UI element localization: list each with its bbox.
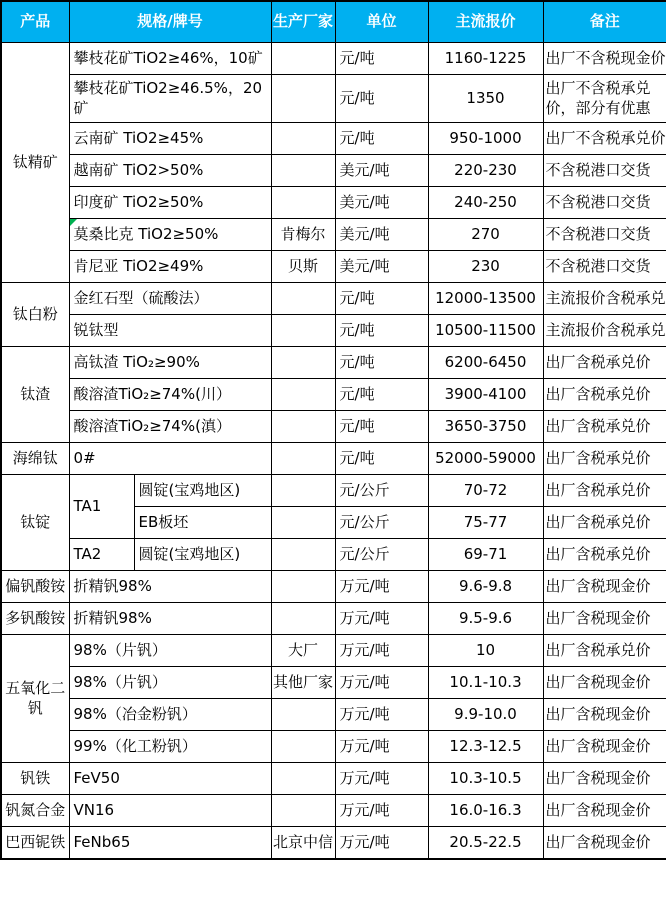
- table-row: [1, 571, 666, 603]
- spec-cell: [69, 219, 271, 251]
- maker-cell: [271, 315, 335, 347]
- unit-cell: 元/公斤: [335, 475, 428, 507]
- table-row: [1, 827, 666, 859]
- header-spec: 规格/牌号: [69, 1, 271, 43]
- spec-cell: 圆锭(宝鸡地区): [134, 539, 271, 571]
- note-cell: 出厂含税承兑价: [543, 635, 666, 667]
- note-cell: 出厂含税承兑价: [543, 411, 666, 443]
- spec-cell: 肯尼亚 TiO2≥49%: [69, 251, 271, 283]
- note-cell: 不含税港口交货: [543, 187, 666, 219]
- unit-cell: 元/吨: [335, 315, 428, 347]
- maker-cell: [271, 699, 335, 731]
- unit-cell: 万元/吨: [335, 667, 428, 699]
- maker-cell: [271, 507, 335, 539]
- maker-cell: [271, 539, 335, 571]
- unit-cell: 元/吨: [335, 43, 428, 75]
- spec-cell: 高钛渣 TiO₂≥90%: [69, 347, 271, 379]
- table-row: [1, 251, 666, 283]
- grade-cell: TA2: [69, 539, 134, 571]
- spec-cell: 印度矿 TiO2≥50%: [69, 187, 271, 219]
- price-cell: 950-1000: [428, 123, 543, 155]
- maker-cell: [271, 443, 335, 475]
- unit-cell: 元/吨: [335, 123, 428, 155]
- table-row: [1, 603, 666, 635]
- note-cell: 出厂不含税承兑价: [543, 123, 666, 155]
- spec-cell: 越南矿 TiO2>50%: [69, 155, 271, 187]
- table-row: [1, 379, 666, 411]
- note-cell: 出厂不含税现金价: [543, 43, 666, 75]
- spec-cell: 攀枝花矿TiO2≥46%，10矿: [69, 43, 271, 75]
- unit-cell: 万元/吨: [335, 699, 428, 731]
- unit-cell: 元/吨: [335, 443, 428, 475]
- note-cell: 出厂含税承兑价: [543, 347, 666, 379]
- maker-cell: 其他厂家: [271, 667, 335, 699]
- maker-cell: [271, 283, 335, 315]
- table-row: [1, 43, 666, 75]
- price-cell: 20.5-22.5: [428, 827, 543, 859]
- note-cell: 不含税港口交货: [543, 155, 666, 187]
- price-cell: 70-72: [428, 475, 543, 507]
- header-maker: 生产厂家: [271, 1, 335, 43]
- price-cell: 10: [428, 635, 543, 667]
- table-row: [1, 443, 666, 475]
- price-cell: 10.3-10.5: [428, 763, 543, 795]
- table-row: [1, 123, 666, 155]
- price-cell: 12.3-12.5: [428, 731, 543, 763]
- note-cell: 不含税港口交货: [543, 251, 666, 283]
- note-cell: 出厂含税现金价: [543, 763, 666, 795]
- note-cell: 主流报价含税承兑: [543, 315, 666, 347]
- header-price: 主流报价: [428, 1, 543, 43]
- unit-cell: 元/吨: [335, 411, 428, 443]
- maker-cell: [271, 43, 335, 75]
- table-row: [1, 155, 666, 187]
- spec-cell: 圆锭(宝鸡地区): [134, 475, 271, 507]
- maker-cell: [271, 123, 335, 155]
- note-cell: 出厂含税承兑价: [543, 443, 666, 475]
- spec-cell: 98%（片钒）: [69, 635, 271, 667]
- maker-cell: [271, 603, 335, 635]
- spec-cell: 酸溶渣TiO₂≥74%(川）: [69, 379, 271, 411]
- product-cell: 钒氮合金: [1, 795, 69, 827]
- maker-cell: 大厂: [271, 635, 335, 667]
- unit-cell: 美元/吨: [335, 155, 428, 187]
- table-row: [1, 347, 666, 379]
- table-row: [1, 75, 666, 123]
- spec-cell: EB板坯: [134, 507, 271, 539]
- maker-cell: 贝斯: [271, 251, 335, 283]
- spec-cell: 99%（化工粉钒）: [69, 731, 271, 763]
- maker-cell: [271, 475, 335, 507]
- unit-cell: 万元/吨: [335, 571, 428, 603]
- product-cell: 钛精矿: [1, 43, 69, 283]
- spec-cell: 攀枝花矿TiO2≥46.5%，20矿: [69, 75, 271, 123]
- price-cell: 9.6-9.8: [428, 571, 543, 603]
- maker-cell: [271, 411, 335, 443]
- unit-cell: 元/公斤: [335, 507, 428, 539]
- note-cell: 出厂含税承兑价: [543, 507, 666, 539]
- table-row: [1, 219, 666, 251]
- table-row: [1, 635, 666, 667]
- price-cell: 6200-6450: [428, 347, 543, 379]
- table-row: [1, 315, 666, 347]
- grade-cell: TA1: [69, 475, 134, 539]
- price-cell: 69-71: [428, 539, 543, 571]
- spec-cell: FeNb65: [69, 827, 271, 859]
- table-row: [1, 763, 666, 795]
- price-cell: 10.1-10.3: [428, 667, 543, 699]
- maker-cell: 北京中信: [271, 827, 335, 859]
- spec-cell: FeV50: [69, 763, 271, 795]
- header-note: 备注: [543, 1, 666, 43]
- note-cell: 出厂含税现金价: [543, 571, 666, 603]
- note-cell: 出厂不含税承兑价，部分有优惠: [543, 75, 666, 123]
- spec-cell: VN16: [69, 795, 271, 827]
- maker-cell: [271, 379, 335, 411]
- note-cell: 主流报价含税承兑: [543, 283, 666, 315]
- price-cell: 52000-59000: [428, 443, 543, 475]
- price-cell: 3900-4100: [428, 379, 543, 411]
- table-row: [1, 539, 666, 571]
- price-cell: 1350: [428, 75, 543, 123]
- product-cell: 钛锭: [1, 475, 69, 571]
- unit-cell: 元/吨: [335, 75, 428, 123]
- unit-cell: 美元/吨: [335, 219, 428, 251]
- note-cell: 出厂含税现金价: [543, 699, 666, 731]
- note-cell: 出厂含税现金价: [543, 827, 666, 859]
- table-row: [1, 283, 666, 315]
- product-cell: 五氧化二钒: [1, 635, 69, 763]
- unit-cell: 万元/吨: [335, 603, 428, 635]
- unit-cell: 万元/吨: [335, 731, 428, 763]
- product-cell: 海绵钛: [1, 443, 69, 475]
- product-cell: 钒铁: [1, 763, 69, 795]
- table-row: [1, 667, 666, 699]
- spec-cell: 折精钒98%: [69, 571, 271, 603]
- note-cell: 出厂含税现金价: [543, 603, 666, 635]
- spec-cell: 金红石型（硫酸法）: [69, 283, 271, 315]
- product-cell: 偏钒酸铵: [1, 571, 69, 603]
- unit-cell: 万元/吨: [335, 635, 428, 667]
- price-cell: 9.5-9.6: [428, 603, 543, 635]
- unit-cell: 元/吨: [335, 347, 428, 379]
- table-row: [1, 731, 666, 763]
- price-cell: 16.0-16.3: [428, 795, 543, 827]
- unit-cell: 元/公斤: [335, 539, 428, 571]
- spec-cell: 0#: [69, 443, 271, 475]
- maker-cell: [271, 187, 335, 219]
- price-cell: 10500-11500: [428, 315, 543, 347]
- price-cell: 220-230: [428, 155, 543, 187]
- maker-cell: [271, 347, 335, 379]
- maker-cell: 肯梅尔: [271, 219, 335, 251]
- header-row: [1, 1, 666, 43]
- maker-cell: [271, 571, 335, 603]
- product-cell: 钛渣: [1, 347, 69, 443]
- product-cell: 钛白粉: [1, 283, 69, 347]
- note-cell: 出厂含税现金价: [543, 667, 666, 699]
- note-cell: 出厂含税承兑价: [543, 475, 666, 507]
- unit-cell: 万元/吨: [335, 827, 428, 859]
- product-cell: 多钒酸铵: [1, 603, 69, 635]
- unit-cell: 元/吨: [335, 283, 428, 315]
- table-row: [1, 795, 666, 827]
- header-product: 产品: [1, 1, 69, 43]
- unit-cell: 万元/吨: [335, 763, 428, 795]
- note-cell: 出厂含税承兑价: [543, 539, 666, 571]
- price-cell: 230: [428, 251, 543, 283]
- spec-cell: 锐钛型: [69, 315, 271, 347]
- note-cell: 出厂含税现金价: [543, 795, 666, 827]
- spec-cell: 云南矿 TiO2≥45%: [69, 123, 271, 155]
- note-cell: 不含税港口交货: [543, 219, 666, 251]
- unit-cell: 美元/吨: [335, 187, 428, 219]
- price-cell: 3650-3750: [428, 411, 543, 443]
- unit-cell: 万元/吨: [335, 795, 428, 827]
- spec-cell: 98%（冶金粉钒）: [69, 699, 271, 731]
- spec-cell: 酸溶渣TiO₂≥74%(滇）: [69, 411, 271, 443]
- note-cell: 出厂含税现金价: [543, 731, 666, 763]
- note-cell: 出厂含税承兑价: [543, 379, 666, 411]
- maker-cell: [271, 75, 335, 123]
- price-cell: 240-250: [428, 187, 543, 219]
- header-unit: 单位: [335, 1, 428, 43]
- unit-cell: 美元/吨: [335, 251, 428, 283]
- spec-cell: 98%（片钒）: [69, 667, 271, 699]
- spec-cell: 折精钒98%: [69, 603, 271, 635]
- spec-text: 莫桑比克 TiO2≥50%: [73, 224, 219, 243]
- maker-cell: [271, 155, 335, 187]
- maker-cell: [271, 795, 335, 827]
- price-cell: 9.9-10.0: [428, 699, 543, 731]
- cell-comment-marker-icon: [70, 219, 77, 226]
- maker-cell: [271, 763, 335, 795]
- price-cell: 1160-1225: [428, 43, 543, 75]
- product-cell: 巴西铌铁: [1, 827, 69, 859]
- price-cell: 12000-13500: [428, 283, 543, 315]
- table-row: [1, 699, 666, 731]
- table-row: [1, 187, 666, 219]
- table-row: [1, 475, 666, 507]
- price-cell: 75-77: [428, 507, 543, 539]
- unit-cell: 元/吨: [335, 379, 428, 411]
- price-cell: 270: [428, 219, 543, 251]
- table-row: [1, 411, 666, 443]
- maker-cell: [271, 731, 335, 763]
